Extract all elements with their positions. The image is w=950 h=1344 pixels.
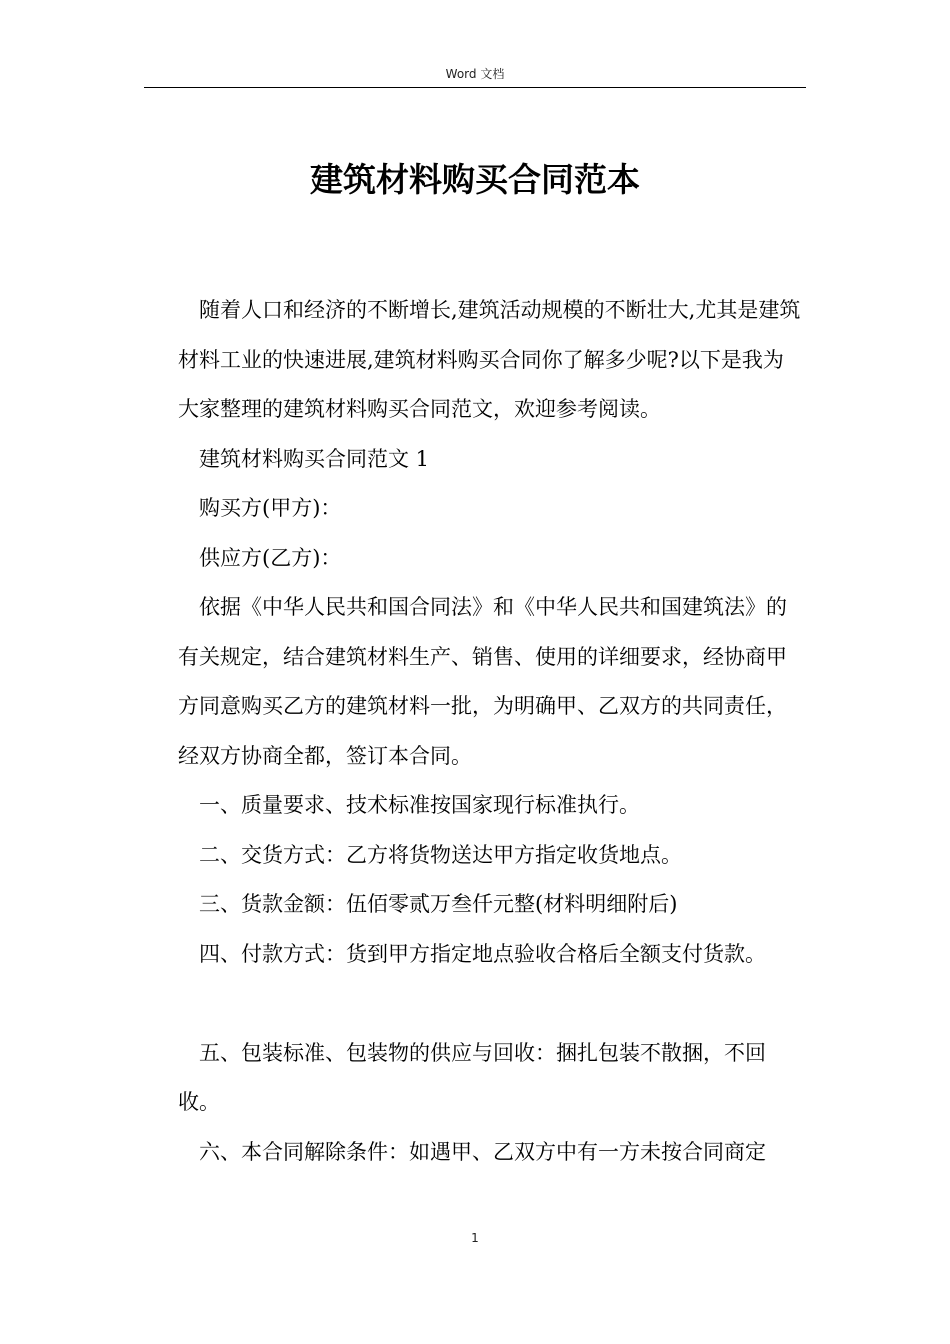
paragraph-clause-1: 一、质量要求、技术标准按国家现行标准执行。 — [199, 793, 640, 817]
paragraph-clause-4: 四、付款方式：货到甲方指定地点验收合格后全额支付货款。 — [199, 941, 766, 966]
paragraph-section-heading: 建筑材料购买合同范文 1 — [199, 446, 430, 471]
paragraph-clause-5: 五、包装标准、包装物的供应与回收：捆扎包装不散捆，不回收。 — [178, 1040, 766, 1114]
paragraph-clause-6: 六、本合同解除条件：如遇甲、乙双方中有一方未按合同商定 — [199, 1139, 766, 1164]
paragraph-buyer: 购买方(甲方)： — [199, 496, 342, 520]
paragraph-clause-3: 三、货款金额：伍佰零贰万叁仟元整(材料明细附后) — [199, 892, 678, 916]
paragraph-supplier: 供应方(乙方)： — [199, 545, 342, 570]
page-header: Word 文档 — [445, 67, 505, 81]
document-body — [178, 286, 804, 1177]
paragraph-basis: 依据《中华人民共和国合同法》和《中华人民共和国建筑法》的有关规定，结合建筑材料生产、销售、使用的详细要求，经协商甲方同意购买乙方的建筑材料一批，为明确甲、乙双方的共同责任，经双方协商全都，签订本合同。 — [178, 595, 787, 768]
page-number: 1 — [471, 1231, 479, 1245]
header-divider — [144, 87, 806, 88]
paragraph-intro: 随着人口和经济的不断增长,建筑活动规模的不断壮大,尤其是建筑材料工业的快速进展,建筑材料购买合同你了解多少呢?以下是我为大家整理的建筑材料购买合同范文，欢迎参考阅读。 — [178, 298, 801, 421]
paragraph-clause-2: 二、交货方式：乙方将货物送达甲方指定收货地点。 — [199, 842, 682, 867]
document-title: 建筑材料购买合同范本 — [310, 160, 640, 199]
